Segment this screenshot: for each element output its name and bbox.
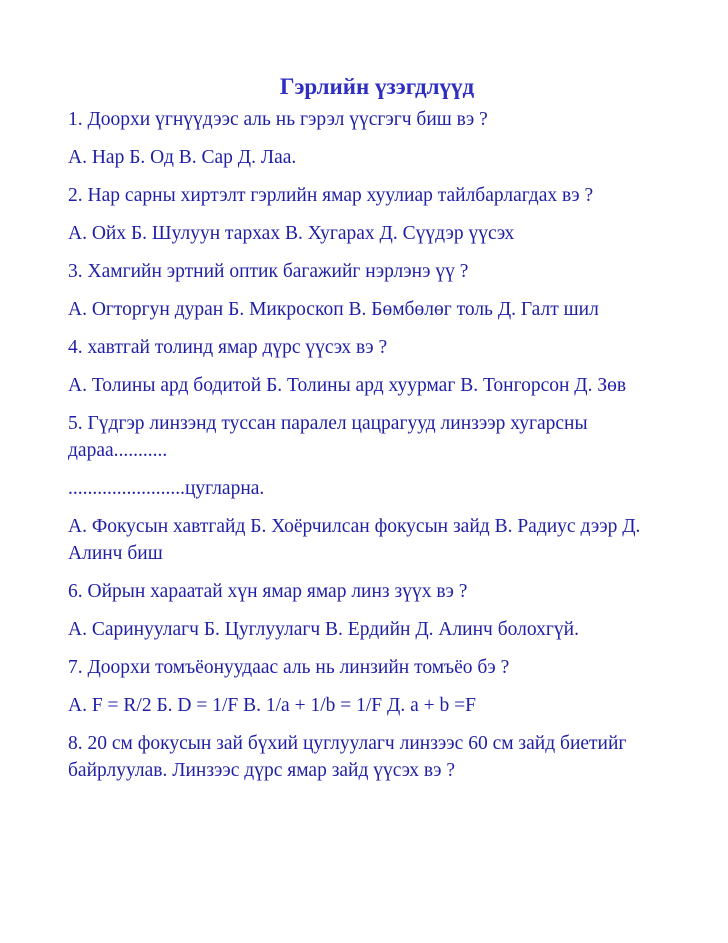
question-7: 7. Доорхи томъёонуудаас аль нь линзийн томъёо бэ ? <box>68 657 510 678</box>
question-5: 5. Гүдгэр линзэнд туссан паралел цацрагууд линзээр хугарсны дараа........... <box>68 413 588 461</box>
question-5-continuation: ........................цугларна. <box>68 478 265 499</box>
answer-options-4: А. Толины ард бодитой Б. Толины ард хуурмаг В. Тонгорсон Д. Зөв <box>68 375 627 396</box>
question-list <box>68 106 648 795</box>
answer-options-1: А. Нар Б. Од В. Сар Д. Лаа. <box>68 147 297 168</box>
question-2: 2. Нар сарны хиртэлт гэрлийн ямар хуулиар тайлбарлагдах вэ ? <box>68 185 594 206</box>
question-8: 8. 20 см фокусын зай бүхий цуглуулагч линзээс 60 см зайд биетийг байрлуулав. Линзээс дүрс ямар зайд үүсэх вэ ? <box>68 733 627 781</box>
answer-options-2: А. Ойх Б. Шулуун тархах В. Хугарах Д. Сүүдэр үүсэх <box>68 223 515 244</box>
question-6: 6. Ойрын хараатай хүн ямар ямар линз зүүх вэ ? <box>68 581 468 602</box>
answer-options-7: А. F = R/2 Б. D = 1/F В. 1/a + 1/b = 1/F Д. a + b =F <box>68 695 476 716</box>
answer-options-3: А. Огторгун дуран Б. Микроскоп В. Бөмбөлөг толь Д. Галт шил <box>68 299 599 320</box>
question-1: 1. Доорхи үгнүүдээс аль нь гэрэл үүсгэгч биш вэ ? <box>68 109 488 130</box>
question-4: 4. хавтгай толинд ямар дүрс үүсэх вэ ? <box>68 337 388 358</box>
answer-options-6: А. Саринуулагч Б. Цуглуулагч В. Ердийн Д. Алинч болохгүй. <box>68 619 579 640</box>
page-title: Гэрлийн үзэгдлүүд <box>279 74 475 99</box>
question-3: 3. Хамгийн эртний оптик багажийг нэрлэнэ үү ? <box>68 261 469 282</box>
answer-options-5: А. Фокусын хавтгайд Б. Хоёрчилсан фокусын зайд В. Радиус дээр Д. Алинч биш <box>68 516 641 564</box>
